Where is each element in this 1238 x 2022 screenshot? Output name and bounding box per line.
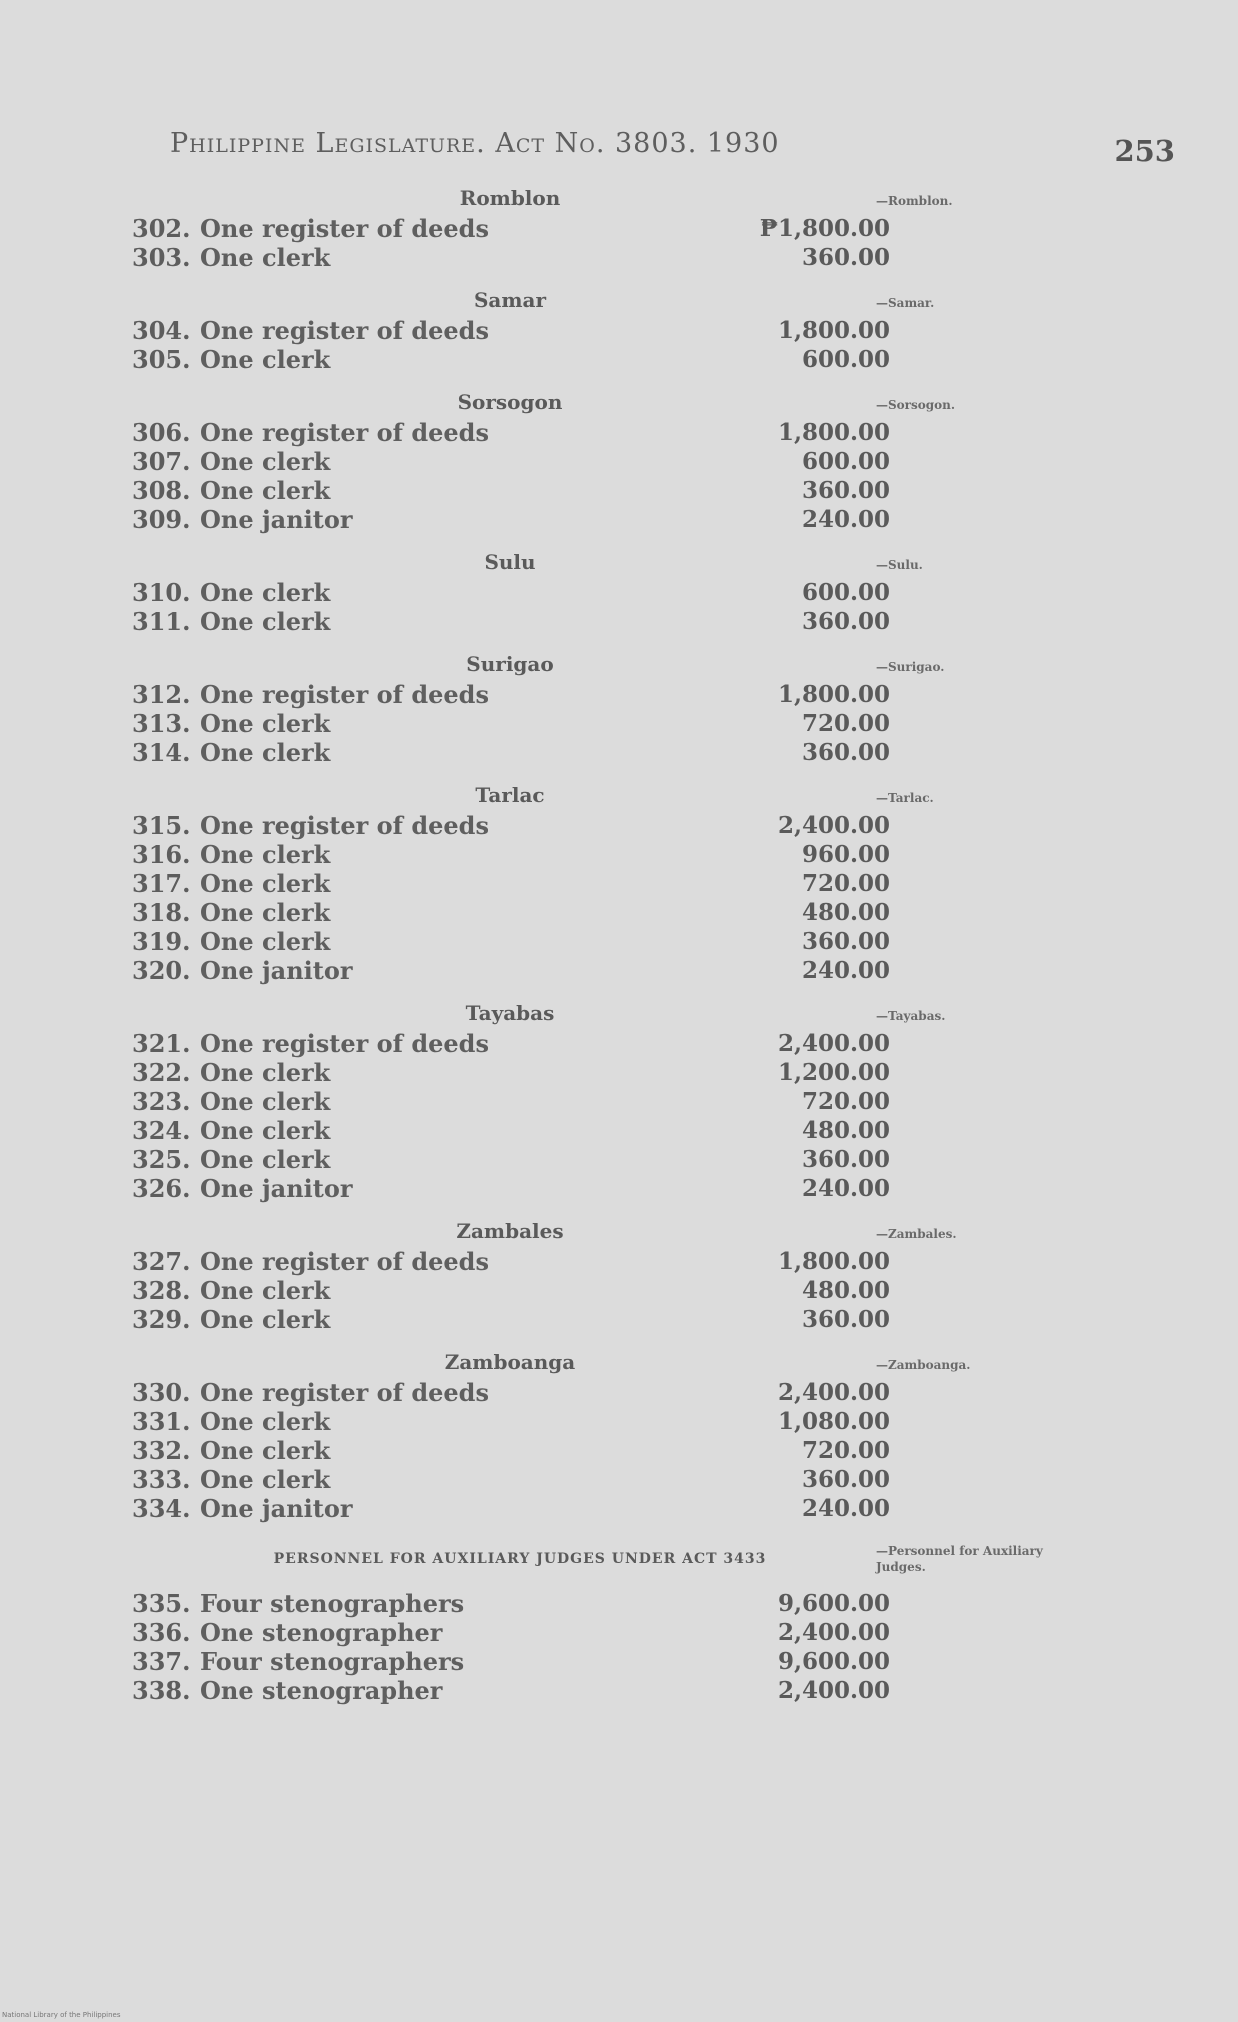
section-header <box>0 546 1238 578</box>
item-amount: 360.00 <box>801 1146 890 1173</box>
section <box>0 386 1238 546</box>
section-heading: Surigao <box>466 652 554 676</box>
line-item <box>0 578 1238 607</box>
section-heading: PERSONNEL FOR AUXILIARY JUDGES UNDER ACT 3433 <box>273 1551 767 1567</box>
section-spacer <box>0 272 1238 284</box>
line-item <box>0 316 1238 345</box>
section <box>0 648 1238 779</box>
item-description: One clerk <box>200 927 331 956</box>
line-item <box>0 927 1238 956</box>
item-amount: 1,800.00 <box>777 1248 890 1275</box>
item-description: One register of deeds <box>200 316 489 345</box>
margin-note: —Sorsogon. <box>876 398 956 412</box>
item-number: 313. <box>132 709 191 738</box>
item-amount: 360.00 <box>801 244 890 271</box>
item-amount: 360.00 <box>801 928 890 955</box>
item-amount: 240.00 <box>801 957 890 984</box>
line-item <box>0 1676 1238 1705</box>
item-amount: 360.00 <box>801 477 890 504</box>
line-item <box>0 447 1238 476</box>
item-description: One clerk <box>200 476 331 505</box>
section-header <box>0 1215 1238 1247</box>
item-amount: 960.00 <box>801 841 890 868</box>
item-amount: 600.00 <box>801 346 890 373</box>
line-item <box>0 1305 1238 1334</box>
item-amount: 360.00 <box>801 608 890 635</box>
line-item <box>0 869 1238 898</box>
item-description: Four stenographers <box>200 1647 465 1676</box>
item-number: 311. <box>132 607 191 636</box>
item-number: 330. <box>132 1378 191 1407</box>
item-amount: 2,400.00 <box>777 1030 890 1057</box>
item-number: 316. <box>132 840 191 869</box>
item-description: One clerk <box>200 1436 331 1465</box>
item-number: 317. <box>132 869 191 898</box>
line-item <box>0 1436 1238 1465</box>
item-number: 321. <box>132 1029 191 1058</box>
item-amount: 1,200.00 <box>777 1059 890 1086</box>
item-amount: 1,800.00 <box>777 317 890 344</box>
section <box>0 284 1238 386</box>
item-number: 309. <box>132 505 191 534</box>
margin-note: —Zambales. <box>876 1227 957 1241</box>
item-amount: 720.00 <box>801 1088 890 1115</box>
line-item <box>0 418 1238 447</box>
section <box>0 1346 1238 1535</box>
line-item <box>0 738 1238 767</box>
item-amount: 9,600.00 <box>777 1590 890 1617</box>
item-amount: 360.00 <box>801 1306 890 1333</box>
item-amount: 720.00 <box>801 710 890 737</box>
item-description: One janitor <box>200 1174 353 1203</box>
line-item <box>0 1407 1238 1436</box>
margin-note: —Tayabas. <box>876 1009 946 1023</box>
item-number: 325. <box>132 1145 191 1174</box>
line-item <box>0 476 1238 505</box>
appropriation-list <box>0 182 1238 1717</box>
item-number: 322. <box>132 1058 191 1087</box>
item-description: Four stenographers <box>200 1589 465 1618</box>
item-description: One register of deeds <box>200 418 489 447</box>
line-item <box>0 1378 1238 1407</box>
section-heading: Zambales <box>456 1219 564 1243</box>
item-number: 308. <box>132 476 191 505</box>
section-heading: Sulu <box>484 550 536 574</box>
item-description: One register of deeds <box>200 1378 489 1407</box>
item-amount: 600.00 <box>801 448 890 475</box>
section-spacer <box>0 1334 1238 1346</box>
item-description: One stenographer <box>200 1676 443 1705</box>
item-amount: 1,080.00 <box>777 1408 890 1435</box>
item-number: 320. <box>132 956 191 985</box>
item-number: 326. <box>132 1174 191 1203</box>
item-description: One register of deeds <box>200 1247 489 1276</box>
margin-note: —Zamboanga. <box>876 1358 971 1372</box>
section <box>0 779 1238 997</box>
section-header <box>0 386 1238 418</box>
item-amount: 240.00 <box>801 1495 890 1522</box>
line-item <box>0 1029 1238 1058</box>
line-item <box>0 1087 1238 1116</box>
item-number: 334. <box>132 1494 191 1523</box>
line-item <box>0 1145 1238 1174</box>
item-amount: 2,400.00 <box>777 1619 890 1646</box>
line-item <box>0 345 1238 374</box>
library-footer: National Library of the Philippines <box>2 2011 121 2019</box>
section <box>0 546 1238 648</box>
item-description: One clerk <box>200 869 331 898</box>
item-number: 318. <box>132 898 191 927</box>
item-description: One clerk <box>200 607 331 636</box>
margin-note: —Romblon. <box>876 194 953 208</box>
item-number: 312. <box>132 680 191 709</box>
item-amount: 720.00 <box>801 1437 890 1464</box>
item-number: 323. <box>132 1087 191 1116</box>
item-number: 333. <box>132 1465 191 1494</box>
item-amount: 2,400.00 <box>777 812 890 839</box>
item-amount: ₱1,800.00 <box>759 215 890 242</box>
item-description: One clerk <box>200 1145 331 1174</box>
item-description: One clerk <box>200 447 331 476</box>
item-description: One clerk <box>200 345 331 374</box>
item-description: One register of deeds <box>200 1029 489 1058</box>
margin-note: —Personnel for Auxiliary Judges. <box>876 1544 1043 1574</box>
section-heading: Romblon <box>459 186 561 210</box>
item-number: 324. <box>132 1116 191 1145</box>
line-item <box>0 607 1238 636</box>
line-item <box>0 811 1238 840</box>
line-item <box>0 680 1238 709</box>
item-number: 303. <box>132 243 191 272</box>
section <box>0 182 1238 284</box>
line-item <box>0 1618 1238 1647</box>
section-spacer <box>0 1705 1238 1717</box>
item-description: One stenographer <box>200 1618 443 1647</box>
line-item <box>0 214 1238 243</box>
line-item <box>0 1494 1238 1523</box>
line-item <box>0 1647 1238 1676</box>
section-header <box>0 779 1238 811</box>
item-number: 338. <box>132 1676 191 1705</box>
section-header <box>0 648 1238 680</box>
item-amount: 600.00 <box>801 579 890 606</box>
line-item <box>0 840 1238 869</box>
item-description: One register of deeds <box>200 811 489 840</box>
item-amount: 360.00 <box>801 739 890 766</box>
item-description: One clerk <box>200 1407 331 1436</box>
item-amount: 1,800.00 <box>777 419 890 446</box>
section-heading: Samar <box>473 288 547 312</box>
item-amount: 480.00 <box>801 1277 890 1304</box>
item-number: 305. <box>132 345 191 374</box>
item-description: One register of deeds <box>200 214 489 243</box>
section-heading: Tayabas <box>465 1001 555 1025</box>
section-heading: Tarlac <box>475 783 545 807</box>
item-amount: 2,400.00 <box>777 1379 890 1406</box>
section-spacer <box>0 534 1238 546</box>
item-number: 331. <box>132 1407 191 1436</box>
line-item <box>0 243 1238 272</box>
item-number: 319. <box>132 927 191 956</box>
item-amount: 1,800.00 <box>777 681 890 708</box>
line-item <box>0 505 1238 534</box>
margin-note: —Sulu. <box>876 558 923 572</box>
item-description: One clerk <box>200 1087 331 1116</box>
section-spacer <box>0 1523 1238 1535</box>
item-description: One clerk <box>200 578 331 607</box>
section-header <box>0 1535 1238 1589</box>
line-item <box>0 1465 1238 1494</box>
item-number: 310. <box>132 578 191 607</box>
item-number: 328. <box>132 1276 191 1305</box>
item-amount: 240.00 <box>801 506 890 533</box>
item-amount: 2,400.00 <box>777 1677 890 1704</box>
item-number: 337. <box>132 1647 191 1676</box>
page-header <box>170 128 1175 168</box>
margin-note: —Surigao. <box>876 660 945 674</box>
item-description: One clerk <box>200 1058 331 1087</box>
item-description: One janitor <box>200 956 353 985</box>
item-description: One clerk <box>200 709 331 738</box>
item-number: 332. <box>132 1436 191 1465</box>
item-amount: 720.00 <box>801 870 890 897</box>
item-description: One clerk <box>200 1465 331 1494</box>
section-heading: Sorsogon <box>457 390 563 414</box>
line-item <box>0 1247 1238 1276</box>
line-item <box>0 1276 1238 1305</box>
item-number: 336. <box>132 1618 191 1647</box>
section <box>0 997 1238 1215</box>
section-spacer <box>0 636 1238 648</box>
item-number: 307. <box>132 447 191 476</box>
item-number: 306. <box>132 418 191 447</box>
item-description: One janitor <box>200 1494 353 1523</box>
item-description: One clerk <box>200 840 331 869</box>
section-spacer <box>0 767 1238 779</box>
section-header <box>0 284 1238 316</box>
item-number: 335. <box>132 1589 191 1618</box>
running-title: Philippine Legislature. Act No. 3803. 1930 <box>170 128 780 159</box>
line-item <box>0 1116 1238 1145</box>
item-amount: 480.00 <box>801 899 890 926</box>
margin-note: —Samar. <box>876 296 935 310</box>
section-header <box>0 997 1238 1029</box>
margin-note: —Tarlac. <box>876 791 934 805</box>
section-header <box>0 1346 1238 1378</box>
line-item <box>0 1174 1238 1203</box>
section-spacer <box>0 1203 1238 1215</box>
item-amount: 480.00 <box>801 1117 890 1144</box>
item-number: 304. <box>132 316 191 345</box>
line-item <box>0 709 1238 738</box>
item-description: One clerk <box>200 243 331 272</box>
item-description: One clerk <box>200 1116 331 1145</box>
section <box>0 1215 1238 1346</box>
section-heading: Zamboanga <box>444 1350 576 1374</box>
section-spacer <box>0 374 1238 386</box>
item-description: One clerk <box>200 1276 331 1305</box>
item-number: 329. <box>132 1305 191 1334</box>
item-description: One register of deeds <box>200 680 489 709</box>
section-spacer <box>0 985 1238 997</box>
item-amount: 240.00 <box>801 1175 890 1202</box>
item-description: One clerk <box>200 1305 331 1334</box>
section <box>0 1535 1238 1717</box>
item-amount: 9,600.00 <box>777 1648 890 1675</box>
line-item <box>0 956 1238 985</box>
item-description: One clerk <box>200 738 331 767</box>
item-amount: 360.00 <box>801 1466 890 1493</box>
line-item <box>0 1058 1238 1087</box>
item-number: 315. <box>132 811 191 840</box>
page-number: 253 <box>1114 134 1175 168</box>
line-item <box>0 898 1238 927</box>
item-number: 314. <box>132 738 191 767</box>
item-number: 327. <box>132 1247 191 1276</box>
section-header <box>0 182 1238 214</box>
item-description: One clerk <box>200 898 331 927</box>
item-description: One janitor <box>200 505 353 534</box>
line-item <box>0 1589 1238 1618</box>
item-number: 302. <box>132 214 191 243</box>
